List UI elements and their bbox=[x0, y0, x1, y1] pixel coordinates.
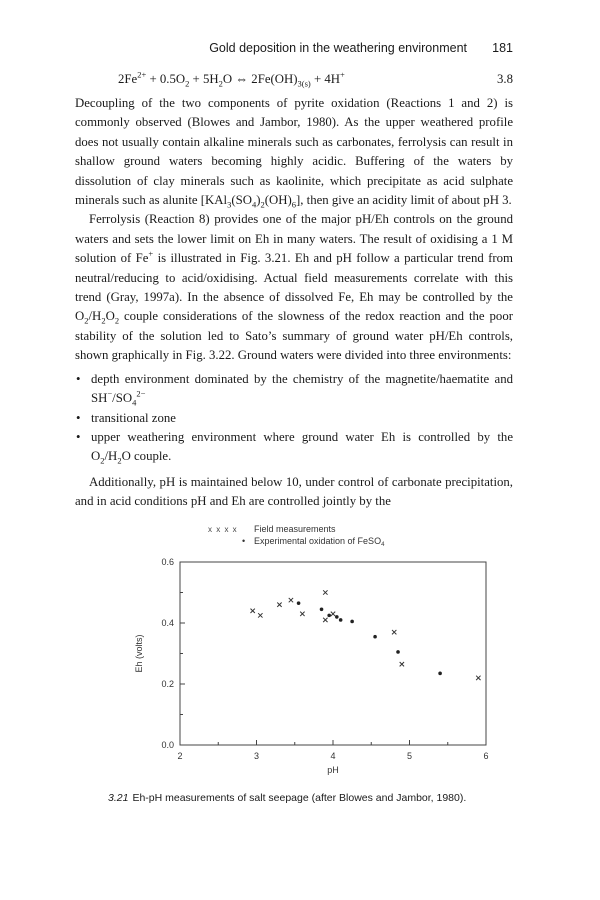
x-axis-label: pH bbox=[327, 765, 339, 775]
caption-text: Eh-pH measurements of salt seepage (after Blowes and Jambor, 1980). bbox=[132, 792, 467, 804]
x-tick-label: 4 bbox=[330, 751, 336, 761]
list-item: • transitional zone bbox=[76, 410, 176, 425]
list-item: • depth environment dominated by the chemistry of the magnetite/haematite and $SH^-/SO_4^{2-}$ bbox=[76, 371, 513, 408]
caption-number: 3.21 bbox=[108, 792, 129, 804]
figure-caption bbox=[108, 792, 528, 804]
data-point-experimental bbox=[373, 635, 377, 639]
data-point-experimental bbox=[339, 618, 343, 622]
y-tick-label: 0.6 bbox=[161, 557, 174, 567]
eh-ph-chart bbox=[108, 522, 508, 787]
x-tick-label: 5 bbox=[406, 751, 413, 761]
equation-formula: $2Fe^{2+} + 0.5O_2 + 5H_2O$ ⇔ $2Fe(OH)_{3(s)} + 4H^+$ bbox=[118, 69, 345, 89]
data-point-experimental bbox=[320, 607, 324, 611]
data-point-field bbox=[323, 618, 327, 622]
data-point-experimental bbox=[335, 615, 339, 619]
data-point-field bbox=[277, 603, 281, 607]
figure-3-21 bbox=[108, 522, 508, 787]
data-point-field bbox=[323, 590, 327, 594]
data-point-field bbox=[392, 630, 396, 634]
data-point-field bbox=[400, 662, 404, 666]
x-tick-label: 2 bbox=[177, 751, 183, 761]
data-point-field bbox=[331, 612, 335, 616]
data-point-experimental bbox=[396, 650, 400, 654]
data-point-experimental bbox=[438, 672, 442, 676]
data-point-experimental bbox=[350, 620, 354, 624]
environment-list bbox=[75, 370, 513, 467]
legend-label-field: Field measurements bbox=[254, 524, 336, 534]
y-tick-label: 0.2 bbox=[161, 679, 174, 689]
y-tick-label: 0.0 bbox=[161, 740, 174, 750]
plot-frame bbox=[180, 562, 486, 745]
data-point-experimental bbox=[327, 614, 331, 618]
running-header bbox=[75, 41, 513, 61]
data-point-field bbox=[289, 598, 293, 602]
paragraph-decoupling: Decoupling of the two components of pyrite oxidation (Reactions 1 and 2) is commonly observed (Blowes and Jambor, 1980). As the upper weathered profile does not usually contain alkaline minerals such as carbonates, ferrolysis can result in shallow ground waters becoming highly acidic. Buffering of the waters by dissolution of clay minerals such as kaolinite, which precipitate as acid sulphate minerals such as alunite $[KAl_3(SO_4)_2(OH)_6]$, then give an acidity limit of about pH 3. bbox=[75, 96, 513, 210]
list-item: • upper weathering environment where ground water Eh is controlled by the $O_2/H_2O$ couple. bbox=[76, 429, 513, 466]
paragraph-additionally: Additionally, pH is maintained below 10, under control of carbonate precipitation, and in acid conditions pH and Eh are controlled jointly by the bbox=[75, 474, 513, 509]
equation-3-8 bbox=[75, 70, 513, 92]
body-text bbox=[75, 70, 513, 512]
x-tick-label: 3 bbox=[253, 751, 260, 761]
data-point-experimental bbox=[297, 601, 301, 605]
data-point-field bbox=[300, 612, 304, 616]
data-point-field bbox=[250, 609, 254, 613]
y-tick-label: 0.4 bbox=[161, 618, 174, 628]
header-title: Gold deposition in the weathering environment bbox=[209, 41, 467, 55]
y-axis-label: Eh (volts) bbox=[134, 634, 144, 673]
x-tick-label: 6 bbox=[483, 751, 489, 761]
paragraph-ferrolysis: Ferrolysis (Reaction 8) provides one of the major pH/Eh controls on the ground waters and sets the lower limit on Eh in many waters. The result of oxidising a 1 M solution of Fe+ is illustrated in Fig. 3.21. Eh and pH follow a particular trend from neutral/reducing to acid/oxidising. Actual field measurements correlate with this trend (Gray, 1997a). In the absence of dissolved Fe, Eh may be controlled by the $O_2/H_2O_2$ couple considerations of the slowness of the redox reaction and the poor stability of the solution led to Sato’s summary of ground water pH/Eh controls, shown graphically in Fig. 3.22. Ground waters were divided into three environments: bbox=[75, 212, 513, 363]
data-point-field bbox=[476, 676, 480, 680]
legend-marker-experimental: • bbox=[242, 536, 246, 546]
legend-label-experimental: Experimental oxidation of FeSO$_4$ bbox=[254, 536, 385, 548]
equation-number: 3.8 bbox=[497, 72, 513, 86]
legend-marker-field: x x x x bbox=[208, 525, 238, 534]
data-point-field bbox=[258, 613, 262, 617]
page-number: 181 bbox=[492, 41, 513, 55]
